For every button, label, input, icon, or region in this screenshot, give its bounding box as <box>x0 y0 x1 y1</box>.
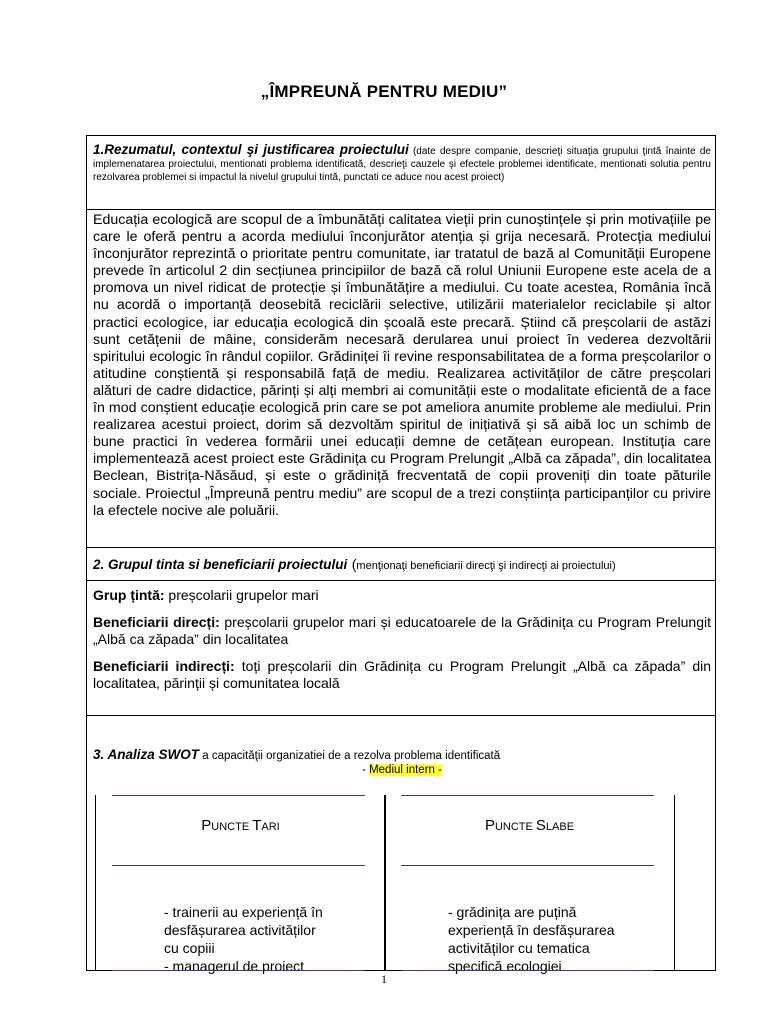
strengths-title-cap1: P <box>201 817 212 834</box>
section-1-note: (date despre companie, descrieţi situaţia grupului ţintă înainte de implemenatarea proiectului, mentionati problema identificată, descrieţi cauzele şi efectele problemei identificate, mentionati solutia pentru rezolvarea problemei si impactul la nivelul grupului tintă, punctati ce aduce nou acest proiect) <box>93 146 711 183</box>
weaknesses-title-rest2: LABE <box>545 821 575 833</box>
section-2-heading: 2. Grupul tinta si beneficiarii proiectului <box>93 557 348 572</box>
document-title: „ÎMPREUNĂ PENTRU MEDIU” <box>260 82 508 101</box>
weaknesses-list <box>448 903 638 975</box>
section-2-note: menţionaţi beneficiarii direcţi şi indirecţi ai proiectului) <box>356 560 616 572</box>
section-1-paragraph: Educația ecologică are scopul de a îmbunătăți calitatea vieții prin cunoștințele și prin motivațiile pe care le oferă pentru a acorda mediului înconjurător atenția și grija necesară. Protecția mediului înconjurător reprezintă o prioritate pentru comunitate, iar tratatul de bază al Comunității Europene prevede în articolul 2 din secțiunea principiilor de bază că rolul Uniunii Europene este acela de a promova un nivel ridicat de protecție și îmbunătățire a mediului. Cu toate acestea, România încă nu acordă o importanță deosebită reciclării selective, utilizării materialelor reciclabile și altor practici ecologice, iar educația ecologică din școală este precară. Știind că preșcolarii de astăzi sunt cetățenii de mâine, considerăm necesară derularea unui proiect în vederea dezvoltării spiritului ecologic în rândul copiilor. Grădiniței îi revine responsabilitatea de a forma preșcolarilor o atitudine conștientă și responsabilă față de mediu. Realizarea activităților de către preșcolari alături de cadre didactice, părinți și alți membri ai comunității este o modalitate eficientă de a face în mod conștient educație ecologică prin care se pot ameliora anumite probleme ale mediului. Prin realizarea acestui proiect, dorim să dezvoltăm spiritul de inițiativă și să aibă loc un schimb de bune practici în vederea formării unei educații demne de cetățean european. Instituția care implementează acest proiect este Grădinița cu Program Prelungit „Albă ca zăpada”, din localitatea Beclean, Bistrița-Năsăud, și este o grădiniță frecventată de copii proveniți din toate păturile sociale. Proiectul „Împreună pentru mediu” are scopul de a trezi conștiința participanților cu privire la efectele nocive ale poluării. <box>93 212 711 519</box>
direct-beneficiaries-label: Beneficiarii direcți: <box>93 614 220 630</box>
strengths-title-rest1: UNCTE <box>211 821 253 833</box>
weaknesses-divider <box>401 865 654 866</box>
swot-note: a capacităţii organizatiei de a rezolva problema identificată <box>199 750 501 762</box>
weaknesses-line: - grădinița are puțină <box>448 904 577 920</box>
indirect-beneficiaries-label: Beneficiarii indirecți: <box>93 658 235 674</box>
internal-environment-label <box>93 764 711 776</box>
indirect-beneficiaries-text: toți preșcolarii din Grădinița cu Program Prelungit „Albă ca zăpada” din localitatea, părinții și comunitatea locală <box>93 658 712 691</box>
swot-section <box>87 716 715 974</box>
strengths-line: cu copiii <box>164 940 215 956</box>
target-group-text: preșcolarii grupelor mari <box>164 587 319 603</box>
internal-environment-highlight: Mediul intern - <box>369 764 442 776</box>
section-1-heading: 1.Rezumatul, contextul şi justificarea proiectului <box>93 142 409 157</box>
strengths-line: - managerul de proiect <box>164 958 305 974</box>
target-group-paragraph <box>93 587 711 604</box>
strengths-title <box>96 817 385 834</box>
page-number: 1 <box>381 972 387 986</box>
weaknesses-line: experiență în desfășurarea <box>448 922 615 938</box>
weaknesses-title <box>385 817 674 834</box>
weaknesses-line: activităților cu tematica <box>448 940 590 956</box>
section-1-header <box>87 136 715 210</box>
project-form-table <box>86 135 716 974</box>
weaknesses-title-cap2: S <box>535 817 546 834</box>
strengths-line: - trainerii au experiență în <box>164 904 323 920</box>
direct-beneficiaries-paragraph <box>93 614 711 648</box>
strengths-title-cap2: T <box>252 817 262 834</box>
strengths-box <box>95 795 386 974</box>
strengths-list <box>164 903 354 975</box>
strengths-title-rest2: ARI <box>261 821 280 833</box>
strengths-divider <box>112 865 365 866</box>
section-2-header <box>87 548 715 581</box>
weaknesses-title-cap1: P <box>484 817 495 834</box>
strengths-line: desfășurarea activităților <box>164 922 316 938</box>
direct-beneficiaries-text: preșcolarii grupelor mari și educatoarele de la Grădinița cu Program Prelungit „Albă ca zăpada” din localitatea <box>93 614 712 647</box>
indirect-beneficiaries-paragraph <box>93 658 711 692</box>
swot-heading: 3. Analiza SWOT <box>93 747 200 762</box>
beneficiaries-section <box>87 581 715 716</box>
weaknesses-box <box>384 795 675 974</box>
weaknesses-title-rest1: UNCTE <box>494 821 536 833</box>
section-1-body <box>87 210 715 548</box>
section-2-paren: ( <box>351 556 357 572</box>
weaknesses-line: specifică ecologiei <box>448 958 562 974</box>
target-group-label: Grup țintă: <box>93 587 165 603</box>
internal-environment-prefix: - <box>362 764 370 776</box>
